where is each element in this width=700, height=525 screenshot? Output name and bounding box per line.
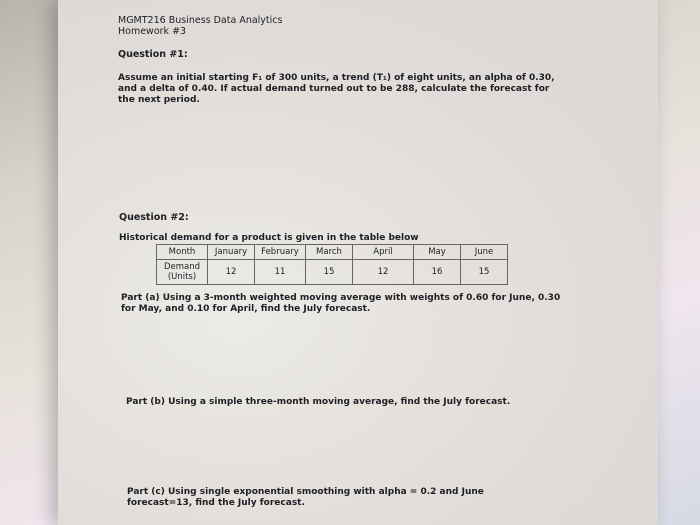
- table-cell-demand: 16: [414, 260, 461, 285]
- question-1-text: Assume an initial starting F₁ of 300 units, a trend (T₁) of eight units, an alpha of 0.30, and a delta of 0.40. If actual demand turned out to be 288, calculate the forecast for the next period.: [118, 73, 555, 105]
- question-2-intro: Historical demand for a product is given in the table below: [119, 233, 419, 243]
- question-1-title: Question #1:: [118, 49, 188, 60]
- table-cell-month: January: [208, 245, 255, 260]
- table-cell-demand: 12: [353, 260, 414, 285]
- table-cell-month: February: [255, 245, 306, 260]
- table-row: [157, 260, 508, 285]
- table-cell-month: March: [306, 245, 353, 260]
- table-cell-demand: 12: [208, 260, 255, 285]
- homework-title: Homework #3: [118, 26, 187, 37]
- table-cell-demand: 15: [461, 260, 508, 285]
- course-title: MGMT216 Business Data Analytics: [118, 15, 283, 26]
- table-header-demand: Demand (Units): [157, 260, 208, 285]
- table-cell-demand: 15: [306, 260, 353, 285]
- table-cell-month: April: [353, 245, 414, 260]
- table-row: [157, 245, 508, 260]
- table-header-month: Month: [157, 245, 208, 260]
- question-2-title: Question #2:: [119, 212, 189, 223]
- table-cell-month: May: [414, 245, 461, 260]
- table-cell-demand: 11: [255, 260, 306, 285]
- question-2-part-b: Part (b) Using a simple three-month moving average, find the July forecast.: [126, 397, 511, 407]
- table-cell-month: June: [461, 245, 508, 260]
- demand-table: [156, 244, 508, 285]
- question-2-part-a: Part (a) Using a 3-month weighted moving average with weights of 0.60 for June, 0.30 for May, and 0.10 for April, find the July forecast.: [121, 293, 561, 314]
- question-2-part-c: Part (c) Using single exponential smoothing with alpha = 0.2 and June forecast=13, find the July forecast.: [127, 487, 484, 508]
